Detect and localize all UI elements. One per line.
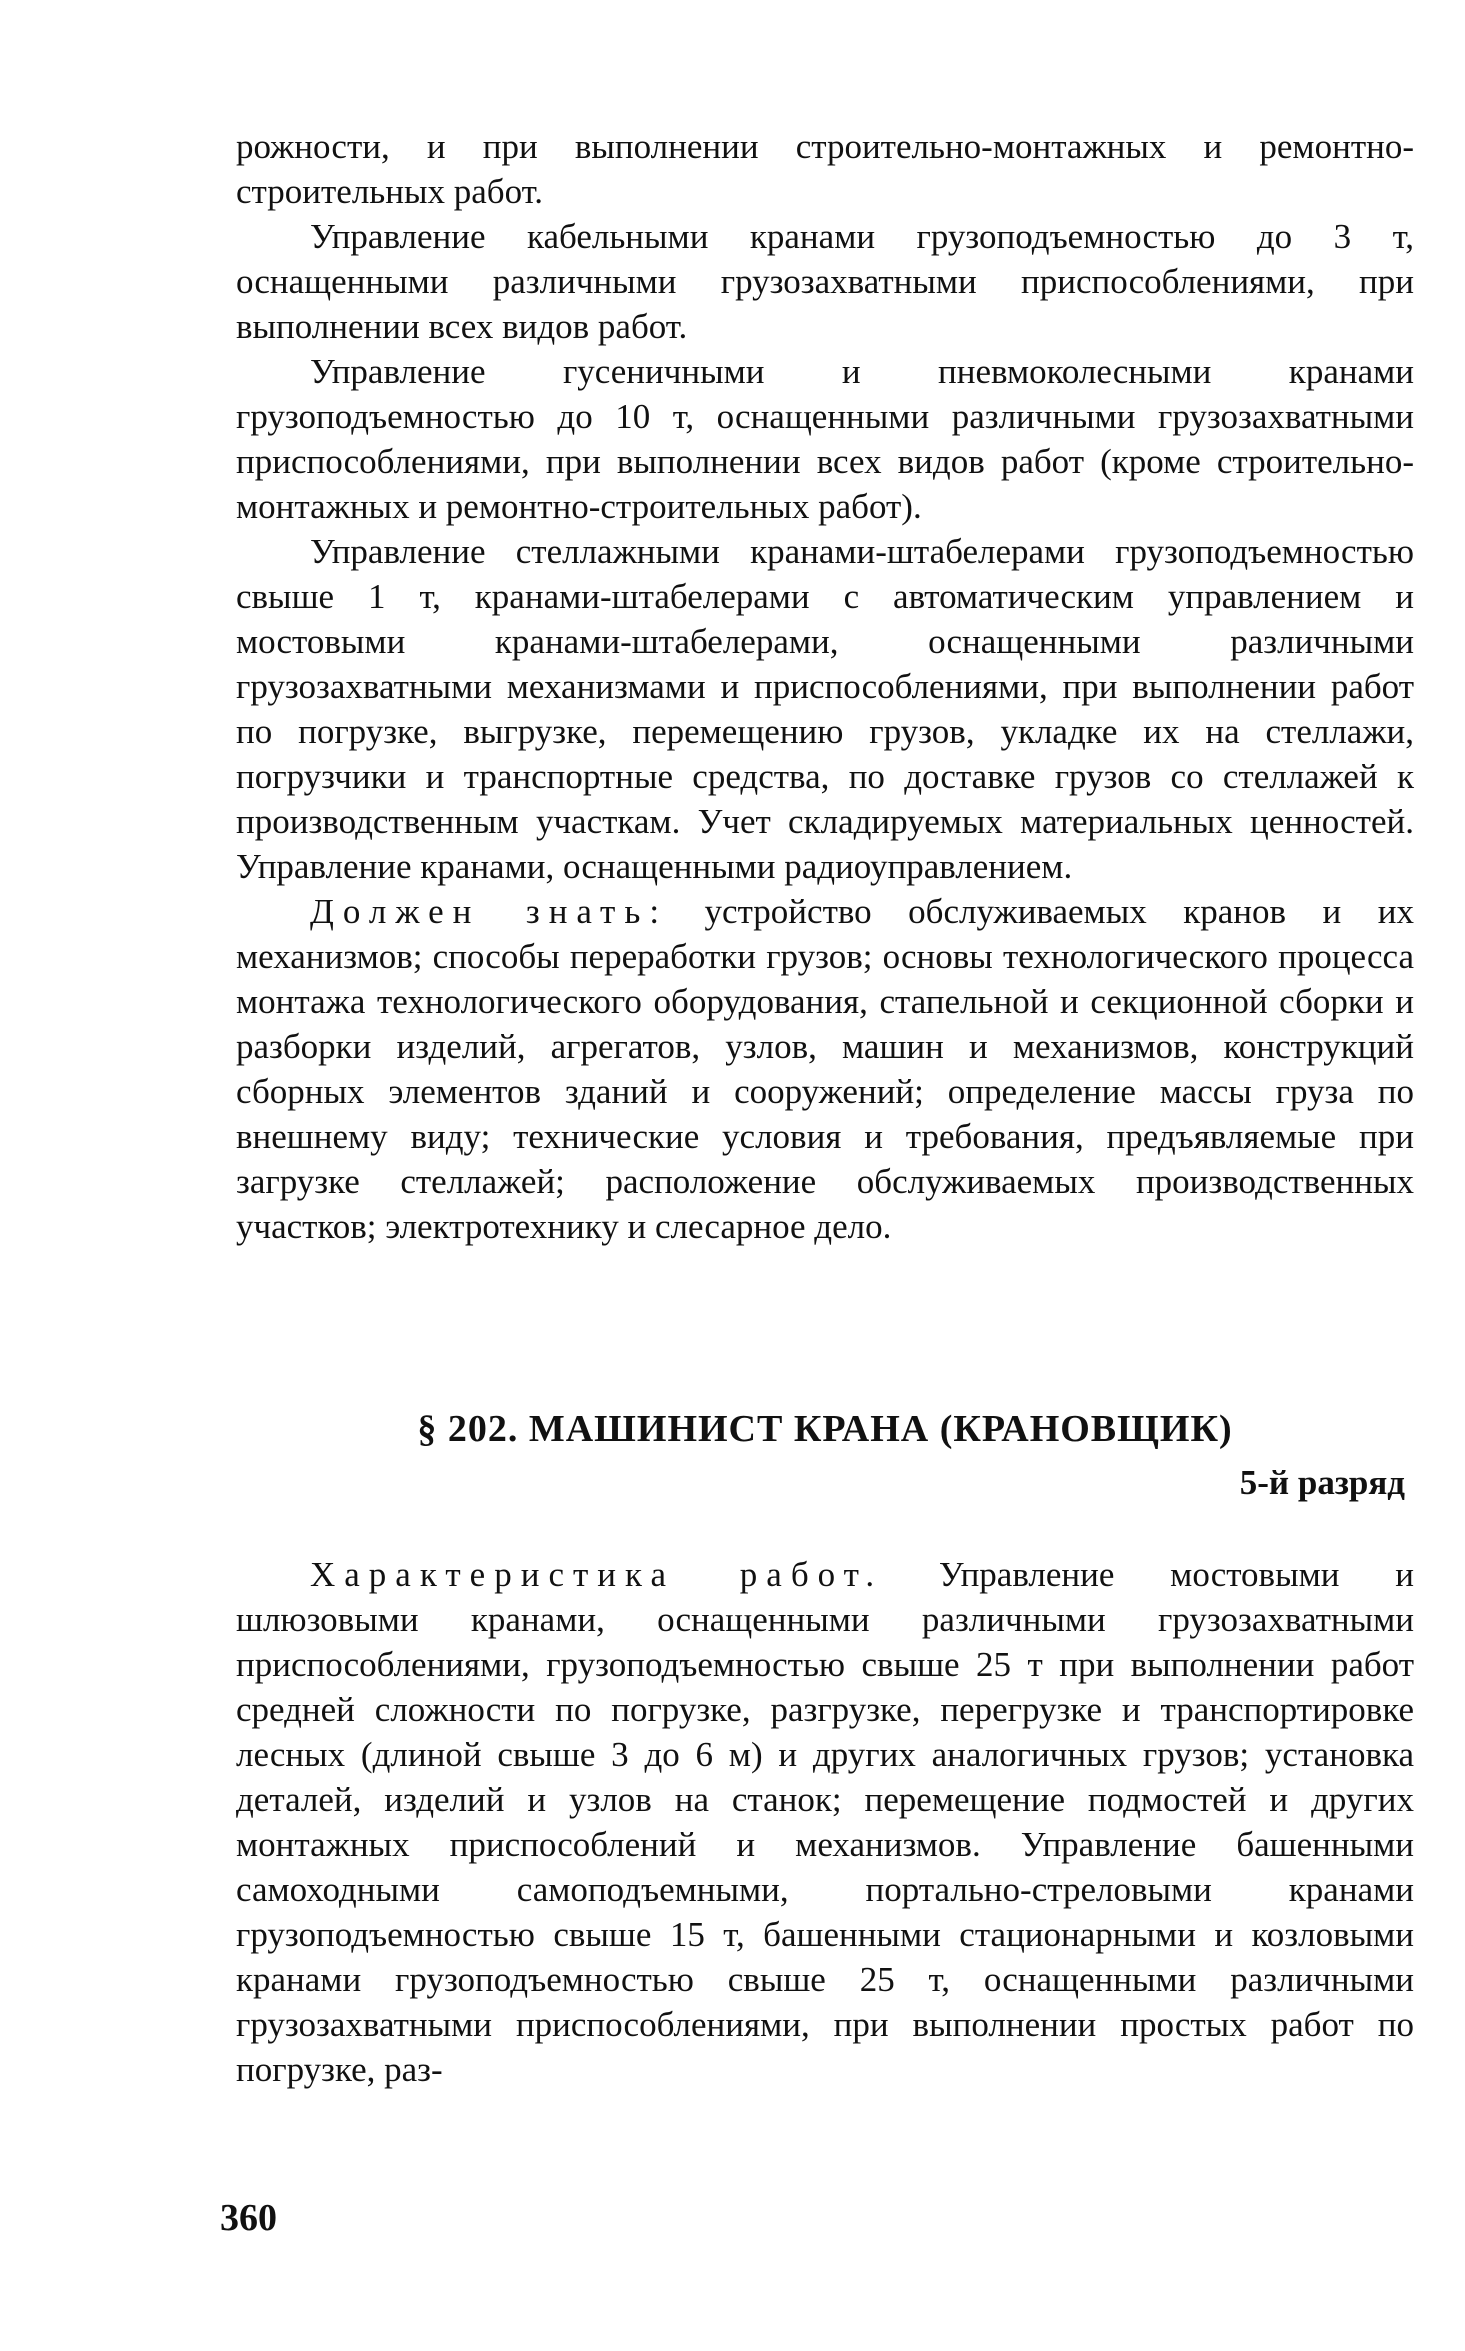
paragraph xyxy=(236,889,1414,1249)
paragraph-text: устройство обслуживаемых кранов и их механизмов; способы переработки грузов; основы технологического процесса монтажа технологического оборудования, стапельной и секционной сборки и разборки изделий, агрегатов, узлов, машин и механизмов, конструкций сборных элементов зданий и сооружений; определение массы груза по внешнему виду; технические условия и требования, предъявляемые при загрузке стеллажей; расположение обслуживаемых производственных участков; электротехнику и слесарное дело. xyxy=(236,892,1415,1246)
grade-label: 5-й разряд xyxy=(1239,1463,1405,1502)
spaced-lead-text: Характеристика работ. xyxy=(310,1555,884,1594)
paragraph-text: Управление мостовыми и шлюзовыми кранами, оснащенными различными грузозахватными приспособлениями, грузоподъемностью свыше 25 т при выполнении работ средней сложности по погрузке, разгрузке, перегрузке и транспортировке лесных (длиной свыше 3 до 6 м) и других аналогичных грузов; установка деталей, изделий и узлов на станок; перемещение подмостей и других монтажных приспособлений и механизмов. Управление башенными самоходными самоподъемными, портально-стреловыми кранами грузоподъемностью свыше 15 т, башенными стационарными и козловыми кранами грузоподъемностью свыше 25 т, оснащенными различными грузозахватными приспособлениями, при выполнении простых работ по погрузке, раз- xyxy=(236,1555,1414,2089)
spaced-lead-text: Должен знать: xyxy=(310,892,669,931)
body-text-bottom xyxy=(236,1552,1414,2092)
paragraph: Управление кабельными кранами грузоподъемностью до 3 т, оснащенными различными грузозахватными приспособлениями, при выполнении всех видов работ. xyxy=(236,217,1414,346)
page-number: 360 xyxy=(220,2197,277,2239)
body-text-top xyxy=(236,124,1414,1249)
paragraph: рожности, и при выполнении строительно-монтажных и ремонтно-строительных работ. xyxy=(236,127,1414,211)
paragraph xyxy=(236,1552,1414,2092)
paragraph: Управление гусеничными и пневмоколесными кранами грузоподъемностью до 10 т, оснащенными различными грузозахватными приспособлениями, при выполнении всех видов работ (кроме строительно-монтажных и ремонтно-строительных работ). xyxy=(236,352,1414,526)
paragraph: Управление стеллажными кранами-штабелерами грузоподъемностью свыше 1 т, кранами-штабелерами с автоматическим управлением и мостовыми кранами-штабелерами, оснащенными различными грузозахватными механизмами и приспособлениями, при выполнении работ по погрузке, выгрузке, перемещению грузов, укладке их на стеллажи, погрузчики и транспортные средства, по доставке грузов со стеллажей к производственным участкам. Учет складируемых материальных ценностей. Управление кранами, оснащенными радиоуправлением. xyxy=(236,532,1414,886)
section-heading: § 202. МАШИНИСТ КРАНА (КРАНОВЩИК) xyxy=(417,1408,1233,1450)
